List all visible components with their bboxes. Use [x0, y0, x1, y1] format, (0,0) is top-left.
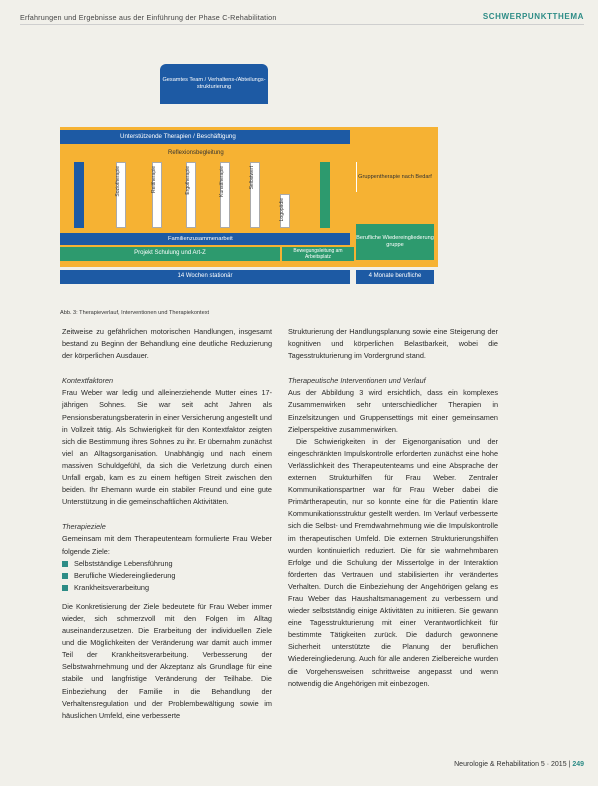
- figure-top-box: Gesamtes Team / Verhaltens-/Abteilungs-strukturierung: [160, 64, 268, 104]
- arrow-label: Soziotherapie: [115, 166, 121, 197]
- figure-caption: Abb. 3: Therapieverlauf, Interventionen und Therapiekontext: [60, 310, 210, 316]
- paragraph: Die Schwierigkeiten in der Eigenorganisation und der eingeschränkten Impulskontrolle erforderten zunächst eine hohe Verlässlichkeit des Therapeutenteams und eine Absprache der externen Strukturhilfen für Frau Weber. Zentraler Kommunikationspartner war für Frau Weber dabei die Primärtherapeutin, nur so konnte eine für die Patientin klare Kommunikationsstruktur gestellt werden. Im Verlauf verbesserte sich die Selbst- und Fremdwahrnehmung wie die Impulskontrolle im therapeutischen Umfeld. Die externen Strukturierungshilfen wurden kontinuierlich reduziert. Die für sie wahrnehmbaren Erfolge und die Schulung der Missertolge in der Interaktion förderten das Vertrauen und stabilisierten ihr verändertes Verhalten. Durch die Einbeziehung der Angehörigen gelang es Frau Weber das Haushaltsmanagement zu verbessern und wieder selbstständig einige Aktivitäten zu initiieren. Sie gewann eine Tagesstrukturierung mit einer Verantwortlichkeit für bestimmte Tätigkeiten zurück. Die dadurch gewonnene Sicherheit unterstützte die Planung der beruflichen Wiedereingliederung. Auch für alle anderen Zielbereiche wurden die Vorgehensweisen schrittweise angepasst und wenn notwendig die Angehörigen mit einbezogen.: [288, 436, 498, 688]
- paragraph: Aus der Abbildung 3 wird ersichtlich, dass ein komplexes Zusammenwirken sehr unterschiedlicher Therapien in Einzelsitzungen und Gruppensettings mit einer gemeinsamen Zielperspektive zusammenwirken.: [288, 388, 498, 434]
- subheading: Kontextfaktoren: [62, 376, 114, 386]
- figure-project-bar: Projekt Schulung und Art-Z: [60, 247, 280, 261]
- right-column: [288, 326, 498, 690]
- list-item: Selbstständige Lebensführung: [62, 558, 272, 570]
- therapy-figure: [60, 64, 438, 302]
- figure-job-box: Berufliche Wiedereingliederung gruppe: [356, 224, 434, 260]
- running-header: Erfahrungen und Ergebnisse aus der Einführung der Phase C-Rehabilitation: [20, 13, 277, 22]
- arrow-label: Kunsttherapie: [219, 166, 225, 197]
- page-number: 249: [572, 761, 584, 768]
- list-item: Krankheitsverarbeitung: [62, 582, 272, 594]
- figure-group-box: Gruppentherapie nach Bedarf: [356, 162, 433, 192]
- paragraph: Gemeinsam mit dem Therapeutenteam formulierte Frau Weber folgende Ziele:: [62, 534, 272, 556]
- subheading: Therapeutische Interventionen und Verlauf: [288, 376, 426, 386]
- arrow-label: Reittherapie: [151, 166, 157, 193]
- left-column: [62, 326, 272, 722]
- therapy-arrow: [218, 162, 230, 228]
- journal-name: Neurologie & Rehabilitation 5 · 2015 |: [454, 761, 571, 768]
- figure-support-bar: Unterstützende Therapien / Beschäftigung: [60, 130, 350, 144]
- paragraph: Zeitweise zu gefährlichen motorischen Handlungen, insgesamt bestand zu Beginn der Behandlung eine deutliche Reduzierung der körperlichen Ausdauer.: [62, 327, 272, 361]
- paragraph: Strukturierung der Handlungsplanung sowie eine Steigerung der kognitiven und körperlichen Belastbarkeit, wobei die Tagesstrukturierung im Vordergrund stand.: [288, 327, 498, 361]
- arrow-label: Selbstwert: [249, 166, 255, 190]
- figure-timeline-job: 4 Monate berufliche: [356, 270, 434, 284]
- list-item: Berufliche Wiedereingliederung: [62, 570, 272, 582]
- subheading: Therapieziele: [62, 522, 106, 532]
- therapy-arrow: [150, 162, 162, 228]
- therapy-arrow: [318, 162, 330, 228]
- figure-movement-box: Bewegungsleitung am Arbeitsplatz: [282, 247, 354, 261]
- arrow-label: Logopädie: [279, 198, 285, 222]
- section-label: SCHWERPUNKTTHEMA: [482, 12, 584, 21]
- therapy-arrow: [72, 162, 84, 228]
- therapy-arrow: [278, 194, 290, 228]
- figure-family-bar: Familienzusammenarbeit: [60, 233, 350, 245]
- page-footer: [454, 761, 584, 768]
- paragraph: Die Konkretisierung der Ziele bedeutete für Frau Weber immer wieder, sich schmerzvoll mit den Folgen im Alltag auseinanderzusetzen. Die Erarbeitung der individuellen Ziele und die Möglichkeiten der Veränderung war damit auch immer Teil der Krankheitsverarbeitung. Verbesserung der Selbstwahrnehmung und der Akzeptanz als Grundlage für eine stabile und langfristige Veränderung der Teilhabe. Die Einbeziehung der Familie in die Behandlung der Verhaltensregulation und der Problembewältigung sowie im häuslichen Umfeld, eine verbesserte: [62, 601, 272, 720]
- arrow-label: Ergotherapie: [185, 166, 191, 195]
- therapy-arrow: [114, 162, 126, 228]
- figure-reflex-label: Reflexionsbegleitung: [168, 150, 224, 157]
- figure-timeline-stationary: 14 Wochen stationär: [60, 270, 350, 284]
- header-divider: [20, 24, 584, 25]
- therapy-arrow: [184, 162, 196, 228]
- therapy-arrow: [248, 162, 260, 228]
- paragraph: Frau Weber war ledig und alleinerziehende Mutter eines 17-jährigen Sohnes. Sie war seit acht Jahren als Pensionsberatungsberaterin in einer Versicherung angestellt und in Vollzeit tätig. Als Schwierigkeit für den Kontextfaktor zeigten sich die Bestimmung ihres Sohnes zu ihr. Er übernahm zunächst viel an Alltagsorganisation. Unabhängig und nach einem massiven Schuldgefühl, da sich die Verletzung durch einen Unfall ergab, kam es zu einem heftigen Streit zwischen den beiden. Ihr Ehemann wurde ein stabiler Freund und eine gute Unterstützung in die gemeinschaftlichen Aktivitäten.: [62, 388, 272, 507]
